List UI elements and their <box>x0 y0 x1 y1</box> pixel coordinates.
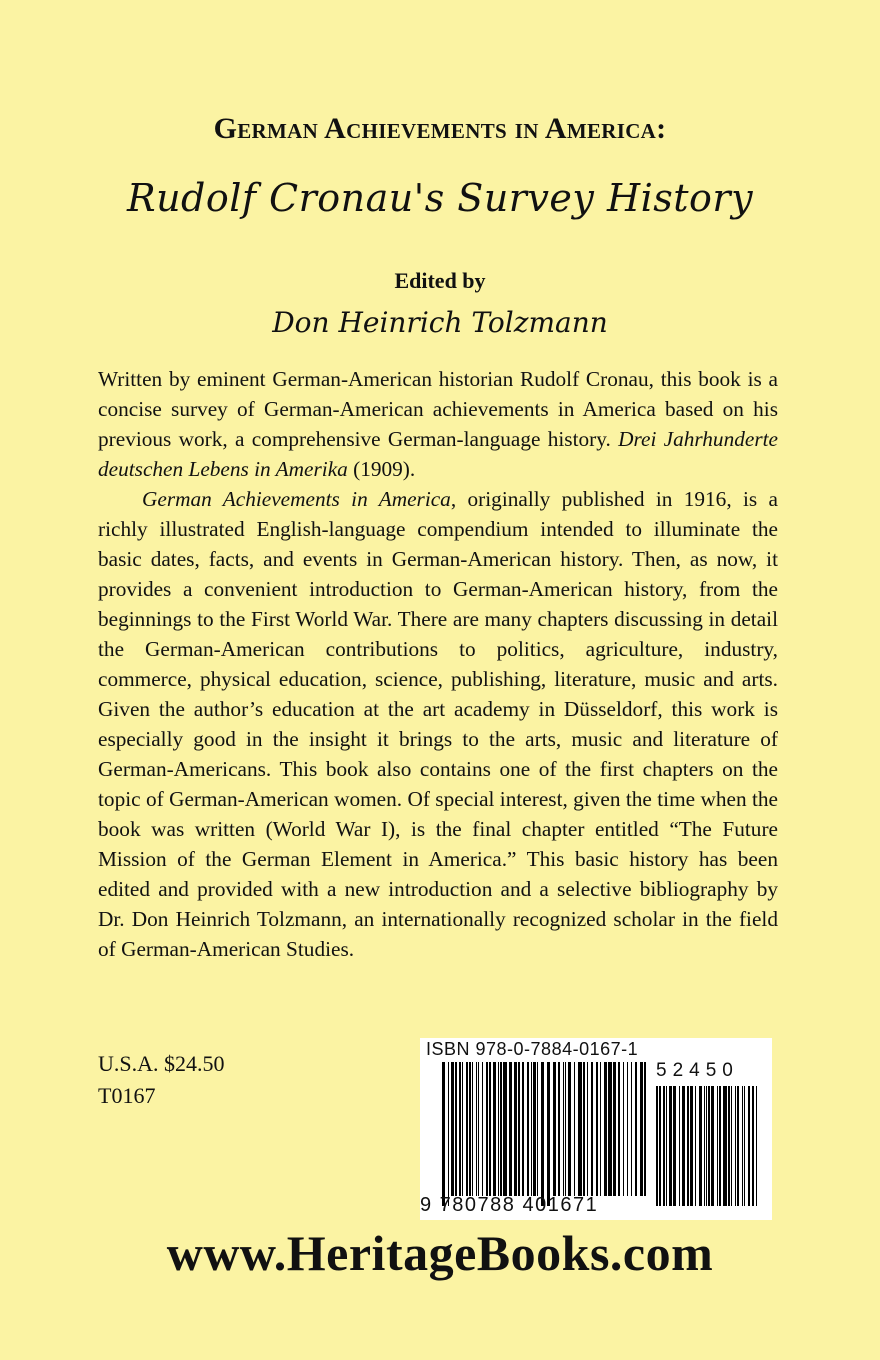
price-code: 52450 <box>656 1060 739 1081</box>
description <box>98 364 778 964</box>
p2-book-title: German Achievements in America <box>142 487 451 511</box>
barcode-bar <box>666 1086 667 1206</box>
description-paragraph-2 <box>98 484 778 964</box>
book-title: German Achievements in America: <box>213 112 667 145</box>
barcode-bar <box>706 1086 707 1206</box>
barcode-bar <box>744 1086 745 1206</box>
barcode-bar <box>704 1086 705 1206</box>
p1-text: Written by eminent German-American historian Rudolf Cronau, this book is a concise survey of German-American achievements in America based on his previous work, a comprehensive German-language history. <box>98 367 778 451</box>
website-url: www.HeritageBooks.com <box>166 1225 714 1281</box>
barcode-bar <box>669 1086 672 1206</box>
p1-year: (1909). <box>347 457 416 481</box>
barcode-bar <box>687 1086 689 1206</box>
isbn-label: ISBN 978-0-7884-0167-1 <box>426 1039 639 1059</box>
barcode-bar <box>690 1086 693 1206</box>
barcode-bar <box>659 1086 661 1206</box>
book-subtitle: Rudolf Cronau's Survey History <box>126 176 754 220</box>
barcode-bar <box>742 1086 743 1206</box>
barcode-bar <box>673 1086 676 1206</box>
barcode-bar <box>737 1086 739 1206</box>
barcode-bar <box>708 1086 710 1206</box>
barcode-bar <box>719 1086 721 1206</box>
barcode-bar <box>699 1086 702 1206</box>
barcode-bar <box>656 1086 658 1206</box>
barcode-bar <box>728 1086 730 1206</box>
barcode-bar <box>695 1086 696 1206</box>
barcode-bar <box>679 1086 680 1206</box>
barcode-bar <box>752 1086 754 1206</box>
p2-text: , originally published in 1916, is a richly illustrated English-language compendium intended to illuminate the basic dates, facts, and events in German-American history. Then, as now, it provides a convenient introduction to German-American history, from the beginnings to the First World War. There are many chapters discussing in detail the German-American contributions to politics, agriculture, industry, commerce, physical education, science, publishing, literature, music and arts. Given the author’s education at the art academy in Düsseldorf, this work is especially good in the insight it brings to the arts, music and literature of German-Americans. This book also contains one of the first chapters on the topic of German-American women. Of special interest, given the time when the book was written (World War I), is the final chapter entitled “The Future Mission of the German Element in America.” This basic history has been edited and provided with a new introduction and a selective bibliography by Dr. Don Heinrich Tolzmann, an internationally recognized scholar in the field of German-American Studies. <box>98 487 778 961</box>
description-paragraph-1 <box>98 364 778 484</box>
barcode-bar <box>723 1086 727 1206</box>
p1-book-title: Drei Jahrhunderte deutschen Lebens in Amerika <box>98 427 778 481</box>
barcode-bar <box>748 1086 750 1206</box>
item-code: T0167 <box>98 1083 156 1108</box>
price: U.S.A. $24.50 <box>98 1051 225 1076</box>
barcode-bar <box>735 1086 736 1206</box>
barcode-box <box>420 1038 772 1220</box>
price-block <box>98 1048 225 1112</box>
barcode-bar <box>682 1086 685 1206</box>
editor-name: Don Heinrich Tolzmann <box>272 306 608 339</box>
barcode-bar <box>756 1086 757 1206</box>
ean-digits: 9 780788 401671 <box>420 1194 599 1216</box>
barcode-bar <box>717 1086 718 1206</box>
edited-by-label: Edited by <box>394 268 486 293</box>
barcode-bar <box>711 1086 714 1206</box>
barcode-bar <box>663 1086 665 1206</box>
barcode-bar <box>731 1086 732 1206</box>
